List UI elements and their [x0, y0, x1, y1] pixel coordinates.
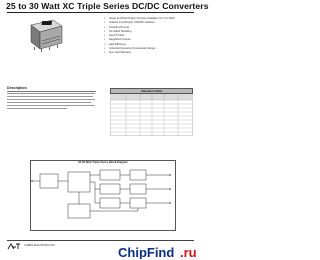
- title-rule: [7, 12, 194, 13]
- feature-item: • Six-Sided Shielding: [104, 30, 196, 33]
- block-diagram-title: 25-30 Watt Triple Series Block Diagram: [78, 161, 128, 164]
- block-diagram: [30, 160, 176, 231]
- footer-company-text: LAMBDA ELECTRONICS INC.: [24, 245, 56, 247]
- feature-item: • Single and Dual Output Versions Available from 5 to 30W: [104, 17, 196, 20]
- feature-item: • Standard Pinouts: [104, 26, 196, 29]
- watermark-logo: [117, 245, 199, 259]
- watermark-tld: .ru: [180, 245, 197, 259]
- feature-item: • Regulated Outputs: [104, 38, 196, 41]
- feature-item: • Industrial Operating Temperature Range: [104, 47, 196, 50]
- footer-rule: [7, 240, 194, 241]
- feature-item: • Five Year Warranty: [104, 51, 196, 54]
- description-text-lines: [7, 93, 95, 113]
- feature-item: • High Efficiency: [104, 43, 196, 46]
- feature-list: [104, 17, 196, 56]
- feature-item: • Input Pi Filter: [104, 34, 196, 37]
- description-heading: Description: [7, 86, 27, 90]
- product-photo: [28, 16, 64, 52]
- company-logo: [7, 243, 21, 250]
- description-rule: [7, 91, 96, 92]
- selection-chart-table: [110, 94, 193, 136]
- selection-chart-title: Selection Chart: [110, 88, 193, 94]
- feature-item: • Isolated Input/Output, 500VDC Isolation: [104, 21, 196, 24]
- watermark-brand: ChipFind: [118, 245, 175, 259]
- page-title: 25 to 30 Watt XC Triple Series DC/DC Converters: [6, 1, 209, 11]
